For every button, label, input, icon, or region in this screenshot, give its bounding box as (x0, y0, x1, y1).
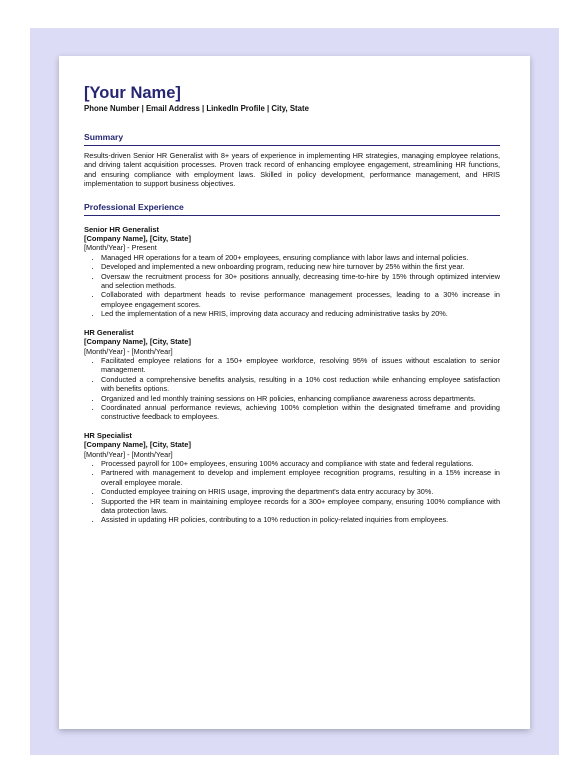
resume-name: [Your Name] (84, 84, 181, 102)
job-bullet: • Developed and implemented a new onboarding program, reducing new hire turnover by 25% within the first year. (101, 262, 500, 271)
job-company: [Company Name], [City, State] (84, 440, 191, 450)
resume-page (59, 56, 530, 729)
contact-line: Phone Number | Email Address | LinkedIn Profile | City, State (84, 104, 309, 113)
experience-heading: Professional Experience (84, 202, 500, 216)
job-title: Senior HR Generalist (84, 224, 160, 234)
job-dates: [Month/Year] - Present (84, 243, 157, 253)
job-bullets (84, 253, 500, 319)
job-dates: [Month/Year] - [Month/Year] (84, 449, 173, 459)
job-bullet: • Partnered with management to develop and implement employee recognition programs, resulting in a 15% increase in overall employee morale. (101, 468, 500, 487)
job-title: HR Generalist (84, 327, 134, 337)
summary-text: Results-driven Senior HR Generalist with 8+ years of experience in implementing HR strategies, managing employee relations, and driving talent acquisition processes. Proven track record of enhancing employee engagement, streamlining HR functions, and ensuring compliance with employment laws. Skilled in policy development, performance management, and HRIS implementation to support business objectives. (84, 151, 500, 189)
job-bullet: • Oversaw the recruitment process for 30+ positions annually, decreasing time-to-hire by 15% through optimized interview and selection methods. (101, 272, 500, 291)
job-bullet: • Managed HR operations for a team of 200+ employees, ensuring compliance with labor laws and internal policies. (101, 253, 500, 262)
job-company: [Company Name], [City, State] (84, 234, 191, 244)
job-bullet: • Collaborated with department heads to revise performance management processes, leading to a 30% increase in employee engagement scores. (101, 290, 500, 309)
job-bullet: • Processed payroll for 100+ employees, ensuring 100% accuracy and compliance with state and federal regulations. (101, 459, 500, 468)
job-title: HR Specialist (84, 430, 132, 440)
job-bullet: • Led the implementation of a new HRIS, improving data accuracy and reducing administrative tasks by 20%. (101, 309, 500, 318)
job-bullet: • Conducted a comprehensive benefits analysis, resulting in a 10% cost reduction while enhancing employee satisfaction with benefits options. (101, 375, 500, 394)
job-dates: [Month/Year] - [Month/Year] (84, 346, 173, 356)
job-entry (84, 225, 500, 319)
job-entry (84, 328, 500, 422)
job-bullet: • Facilitated employee relations for a 150+ employee workforce, resolving 95% of issues without escalation to senior management. (101, 356, 500, 375)
job-company: [Company Name], [City, State] (84, 337, 191, 347)
job-bullet: • Assisted in updating HR policies, contributing to a 10% reduction in policy-related inquiries from employees. (101, 515, 500, 524)
job-bullet: • Conducted employee training on HRIS usage, improving the department's data entry accuracy by 30%. (101, 487, 500, 496)
job-bullets (84, 356, 500, 422)
job-entry (84, 431, 500, 525)
job-bullet: • Supported the HR team in maintaining employee records for a 300+ employee company, ensuring 100% compliance with data protection laws. (101, 497, 500, 516)
job-bullet: • Organized and led monthly training sessions on HR policies, enhancing compliance awareness across departments. (101, 394, 500, 403)
summary-heading: Summary (84, 132, 500, 146)
experience-list (84, 225, 500, 525)
job-bullets (84, 459, 500, 525)
job-bullet: • Coordinated annual performance reviews, achieving 100% completion within the designated timeframe and providing constructive feedback to employees. (101, 403, 500, 422)
